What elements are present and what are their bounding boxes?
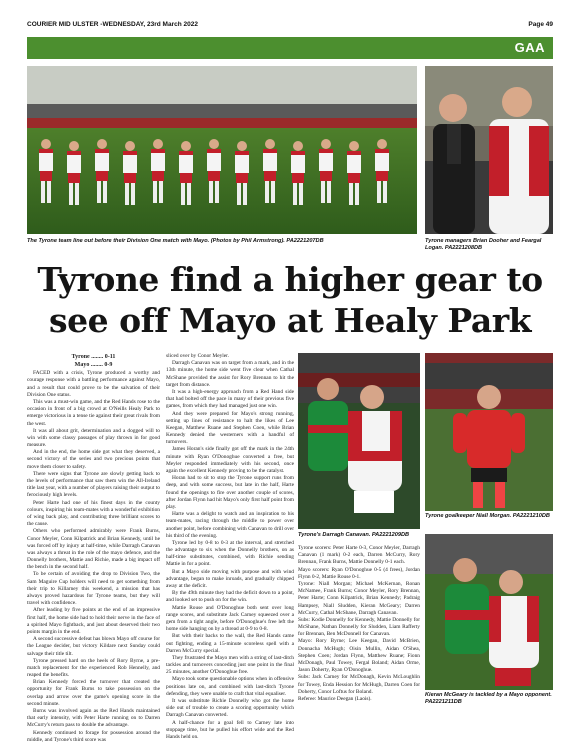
article-paragraph: Others who performed admirably were Frank Burns, Conor Meyler, Conn Kilpatrick and Brian Kennedy, until he was forced off by injury at half-time, while Darragh Canavan was always a threat in the role of the mayo defence, and the Donnelly brothers, Mattie and Richie, made a big impact off the bench in the second half. <box>27 528 160 571</box>
article-paragraph: It was substitute Richie Donnelly who got the home side out of trouble to create a scoring opportunity which Darragh Canavan converted. <box>166 698 294 719</box>
managers-photo <box>425 66 553 234</box>
article-paragraph: Brian Kennedy forced the turnover that created the opportunity for Frank Burns to take possession on the overlap and arrow over the game's opening score in the second minute. <box>27 679 160 707</box>
team-photo <box>27 66 417 234</box>
article-paragraph: James Horan's side finally got off the mark in the 24th minute with Ryan O'Donoghue converted a free, but Meyler responded immediately with his second, once again the excellent Kennedy proving to be the catalyst. <box>166 446 294 474</box>
article-paragraph: Horan had to sit to stop the Tyrone support runs from deep, and with some success, but late in the half, Harte found the openings to fire over another couple of scores, after Jordan Flynn had hit Mayo's only first half point from play. <box>166 475 294 510</box>
article-column-3 <box>298 545 420 703</box>
article-paragraph: sliced over by Conor Meyler. <box>166 353 230 359</box>
darragh-canavan-photo <box>298 353 420 529</box>
article-paragraph: And they were prepared for Mayo's strong running, setting up lines of resistance to halt the likes of Lee Keegan, Matthew Ruane and Stephen Coen, while Brian Kennedy denied the westerners with a handful of turnovers. <box>166 410 294 446</box>
article-paragraph: A second successive defeat has blown Mayo off course for the League decider, but victory Kildare next Sunday could salvage their title tilt. <box>27 636 160 657</box>
article-paragraph: There were signs that Tyrone are slowly getting back to the levels of performance that saw them win the All-Ireland title last year, with a number of players raising their output to ferociously high levels. <box>27 470 160 499</box>
article-paragraph: But with their backs to the wall, the Red Hands came out fighting, ending a 15-minute scoreless spell with a Darren McCurry special. <box>166 633 294 654</box>
article-paragraph: Tyrone pressed hard on the heels of Rory Byrne, a pre-match replacement for the experienced Rob Hennelly, and reaped the benefits. <box>27 657 160 679</box>
tyrone-scorers: Tyrone scorers: Peter Harte 0-3, Conor Meyler, Darragh Canavan (1 mark) 0-2 each, Darren McCurry, Rory Brennan, Frank Burns, Mattie Donnelly 0-1 each. <box>298 545 420 566</box>
team-photo-caption: The Tyrone team line out before their Division One match with Mayo. (Photos by Phil Armstrong). PA2221207DB <box>27 238 324 244</box>
headline: Tyrone find a higher gear to see off Mayo at Healy Park <box>37 260 543 341</box>
article-paragraph: Peter Harte had one of his finest days in the county colours, inspiring his team-mates with a wonderful exhibition of wing back play, and contributing three brilliant scores to the cause. <box>27 499 160 528</box>
article-paragraph: Darragh Canavan was on target from a mark, and in the 13th minute, the home side went five clear when Cathal McShane provided the assist for Rory Brennan to hit the target from distance. <box>166 360 294 388</box>
article-column-1 <box>27 353 160 744</box>
mcgeary-caption: Kieran McGeary is tackled by a Mayo opponent. PA2221211DB <box>425 692 552 706</box>
article-paragraph: It was all about grit, determination and a dogged will to win with some classy passages of play thrown in for good measure. <box>27 427 160 449</box>
mcgeary-photo <box>425 534 553 690</box>
paper-dateline: COURIER MID ULSTER -WEDNESDAY, 23rd March 2022 <box>27 20 198 28</box>
article-paragraph: A half-chance for a goal fell to Carney late into stoppage time, but he pulled his effort wide and the Red Hands held on. <box>166 719 294 740</box>
darragh-canavan-caption: Tyrone's Darragh Canavan. PA2221209DB <box>298 532 410 538</box>
article-paragraph: Mayo took some questionable options when in offensive positions late on, and combined with last-ditch Tyrone defending, they were unable to craft that vital equaliser. <box>166 676 294 697</box>
section-bar <box>27 37 553 59</box>
section-title: GAA <box>514 40 545 55</box>
score-line-tyrone: Tyrone ........ 0-11 <box>71 354 116 360</box>
mayo-subs: Subs: Jack Carney for McDonagh, Kevin McLoughlin for Towey, Enda Hession for McHugh, Darren Coen for Doherty, Conor Loftus for Boland. <box>298 674 420 695</box>
article-paragraph: After leading by five points at the end of an impressive first half, the home side had to hold their nerve in the face of a spirited Mayo fightback, and just about deserved their two points margin in the end. <box>27 607 160 635</box>
managers-photo-caption: Tyrone managers Brian Dooher and Feargal Logan. PA2221208DB <box>425 238 542 252</box>
page-number: Page 49 <box>528 20 553 28</box>
article-column-2 <box>166 353 294 741</box>
score-line-mayo: Mayo ........ 0-9 <box>74 362 113 369</box>
goalkeeper-photo <box>425 353 553 511</box>
article-paragraph: FACED with a crisis, Tyrone produced a worthy and courage response with a battling performance against Mayo, and a result that could prove to be the salvation of their Division One status. <box>27 370 160 398</box>
article-paragraph: Burns was involved again as the Red Hands maintained that early intensity, with Peter Harte running on to Darren McCurry's return pass to double the advantage. <box>27 708 160 729</box>
article-paragraph: Tyrone led by 0-8 to 0-3 at the interval, and stretched the advantage to six when the Donnelly brothers, on as half-time substitutes, combined, with Richie sending Mattie in for a point. <box>166 539 294 568</box>
tyrone-lineup: Tyrone: Niall Morgan; Michael McKernan, Ronan McNamee, Frank Burns; Conor Meyler, Rory Brennan, Peter Harte; Conn Kilpatrick, Brian Kennedy; Padraig Hampsey, Niall Sludden, Kieran McGeary; Darren McCurry, Cathal McShane, Darragh Canavan. <box>298 580 420 616</box>
goalkeeper-caption: Tyrone goalkeeper Niall Morgan. PA2221210DB <box>425 513 550 519</box>
article-paragraph: To be certain of avoiding the drop to Division Two, the Sam Maguire Cup holders will need to get something from their trip to Killarney this weekend, a mission that has always proved hazardous for Tyrone teams, but they will travel with confidence. <box>27 571 160 607</box>
article-paragraph: This was a must-win game, and the Red Hands rose to the occasion in front of a big crowd at O'Neills Healy Park to emerge victorious in a tense tie against their great rivals from the west. <box>27 398 160 427</box>
page-header <box>27 17 553 31</box>
tyrone-subs: Subs: Kodie Donnelly for Kennedy, Mattie Donnelly for McShane, Nathan Donnelly for Sludden, Liam Rafferty for Brennan, Ben McDonnell for Canavan. <box>298 616 420 638</box>
article-paragraph: And in the end, the home side got what they deserved, a second victory of the series and two precious points that move them closer to safety. <box>27 449 160 470</box>
article-paragraph: Harte was a delight to watch and an inspiration to his team-mates, racing through the middle to power over another point, before combining with Canavan to drill over his third of the evening. <box>166 511 294 539</box>
mayo-lineup: Mayo: Rory Byrne; Lee Keegan, David McBrien, Donnacha McHugh; Oisin Mullin, Aidan O'Shea, Stephen Coen; Jordan Flynn, Matthew Ruane; Fionn McDonagh, Paul Towey, Fergal Boland; Aidan Orme, Jason Doherty, Ryan O'Donoghue. <box>298 638 420 674</box>
article-paragraph: They frustrated the Mayo men with a string of last-ditch tackles and turnovers conceding just one point in the final 25 minutes, another O'Donoghue free. <box>166 654 294 676</box>
referee: Referee: Maurice Deegan (Laois). <box>298 695 372 702</box>
article-paragraph: By the 49th minute they had the deficit down to a point, and looked set to push on for the win. <box>166 590 294 604</box>
article-paragraph: Mattie Rouse and O'Donoghue both sent over long range scores, and substitute Jack Carney squeezed over a gem from a tight angle, before O'Donoghue's free left the home side hanging on by a thread at 0-9 to 0-8. <box>166 604 294 633</box>
mayo-scorers: Mayo scorers: Ryan O'Donoghue 0-5 (4 frees), Jordan Flynn 0-2, Mattie Rouse 0-1. <box>298 566 420 580</box>
article-paragraph: It was a high-energy approach from a Red Hand side that had bolted off the pace in many of their previous five games, from which they had managed just one win. <box>166 388 294 410</box>
article-paragraph: But a Mayo side moving with purpose and with wind advantage, began to make inroads, and gradually chipped away at the deficit. <box>166 568 294 589</box>
article-paragraph: Kennedy continued to forage for possession around the middle, and Tyrone's third score was <box>27 729 160 743</box>
